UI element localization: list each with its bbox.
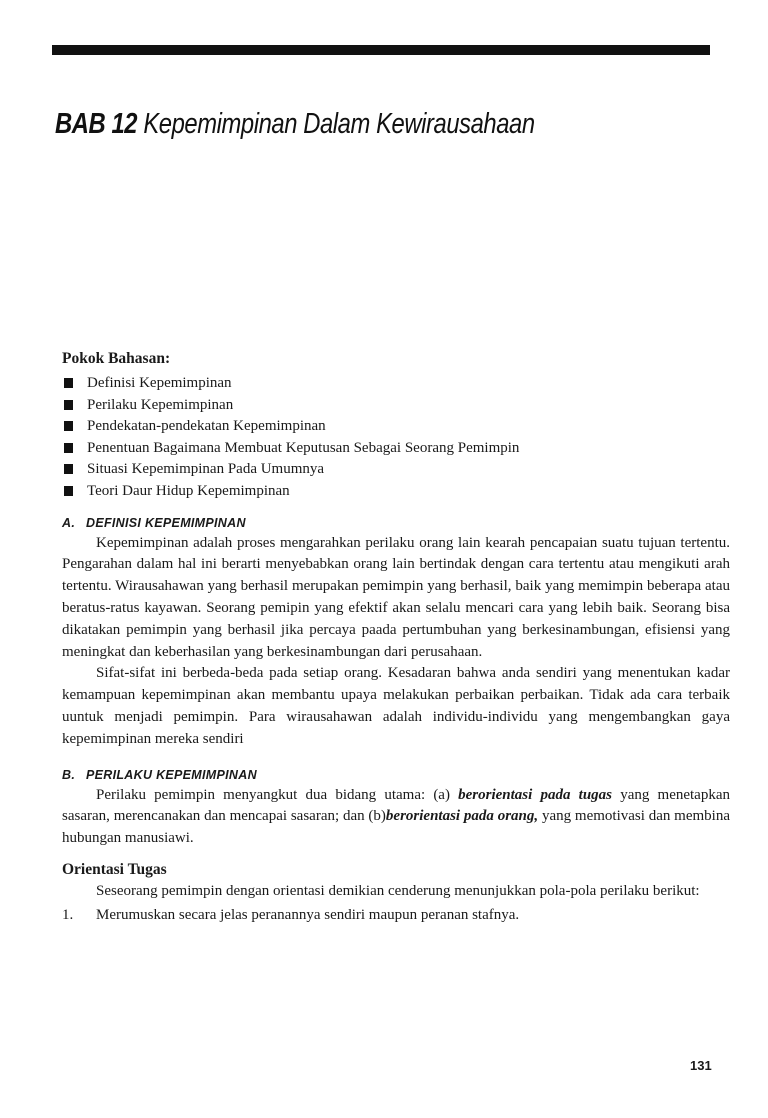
list-item: Pendekatan-pendekatan Kepemimpinan — [62, 416, 730, 438]
page-content — [62, 348, 730, 927]
list-number: 1. — [62, 906, 74, 923]
section-a-letter: A. — [62, 515, 76, 530]
orientasi-tugas-paragraph: Seseorang pemimpin dengan orientasi demikian cenderung menunjukkan pola-pola perilaku berikut: — [96, 882, 700, 899]
orientasi-tugas-heading: Orientasi Tugas — [62, 860, 167, 878]
pokok-bahasan-heading: Pokok Bahasan: — [62, 350, 171, 367]
top-rule — [52, 45, 710, 55]
section-a-heading — [62, 513, 730, 533]
list-item: Situasi Kepemimpinan Pada Umumnya — [62, 459, 730, 481]
list-item: Perilaku Kepemimpinan — [62, 395, 730, 417]
page-number: 131 — [690, 1058, 712, 1073]
chapter-title-text: Kepemimpinan Dalam Kewirausahaan — [143, 108, 535, 140]
section-b-title: PERILAKU KEPEMIMPINAN — [86, 767, 257, 782]
section-b-letter: B. — [62, 767, 76, 782]
list-item: Teori Daur Hidup Kepemimpinan — [62, 481, 730, 503]
square-bullet-icon — [64, 443, 73, 453]
topic-list — [62, 373, 730, 503]
emphasis-task-oriented: berorientasi pada tugas — [458, 786, 613, 803]
section-a-title: DEFINISI KEPEMIMPINAN — [86, 515, 246, 530]
square-bullet-icon — [64, 464, 73, 474]
section-a-paragraph-2: Sifat-sifat ini berbeda-beda pada setiap orang. Kesadaran bahwa anda sendiri yang menentukan kadar kemampuan kepemimpinan akan membantu upaya melakukan perbaikan perbaikan. Tidak ada cara terbaik uuntuk menjadi pemimpin. Para wirausahawan adalah individu-individu yang mengembangkan gaya kepemimpinan mereka sendiri — [62, 665, 730, 747]
square-bullet-icon — [64, 400, 73, 410]
section-b-heading — [62, 765, 730, 785]
section-a-paragraph-1: Kepemimpinan adalah proses mengarahkan perilaku orang lain kearah pencapaian suatu tujuan tertentu. Pengarahan dalam hal ini berarti menyebabkan orang lain bertindak dengan cara tertentu atau mengikuti arah tertentu. Wirausahawan yang berhasil merupakan pemimpin yang berhasil, baik yang memimpin beberapa atau beratus-ratus kayawan. Seorang pemipin yang efektif akan selalu mencari cara yang lebih baik. Seorang bisa dikatakan pemimpin yang berhasil jika percaya paada pertumbuhan yang berkesinambungan, efisiensi yang meningkat dan keberhasilan yang berkesinambungan dari perusahaan. — [62, 534, 730, 660]
chapter-title — [55, 108, 535, 141]
list-item-text: Merumuskan secara jelas peranannya sendiri maupun peranan stafnya. — [96, 906, 520, 923]
list-item: Definisi Kepemimpinan — [62, 373, 730, 395]
section-b-paragraph: Perilaku pemimpin menyangkut dua bidang utama: (a) berorientasi pada tugas yang menetapkan sasaran, merencanakan dan mencapai sasaran; dan (b)berorientasi pada orang, yang memotivasi dan membina hubungan manusiawi. — [62, 786, 730, 847]
list-item: Penentuan Bagaimana Membuat Keputusan Sebagai Seorang Pemimpin — [62, 438, 730, 460]
emphasis-people-oriented: berorientasi pada orang, — [385, 808, 539, 825]
square-bullet-icon — [64, 378, 73, 388]
chapter-label: BAB 12 — [55, 108, 138, 140]
square-bullet-icon — [64, 421, 73, 431]
list-item — [62, 905, 730, 927]
square-bullet-icon — [64, 486, 73, 496]
